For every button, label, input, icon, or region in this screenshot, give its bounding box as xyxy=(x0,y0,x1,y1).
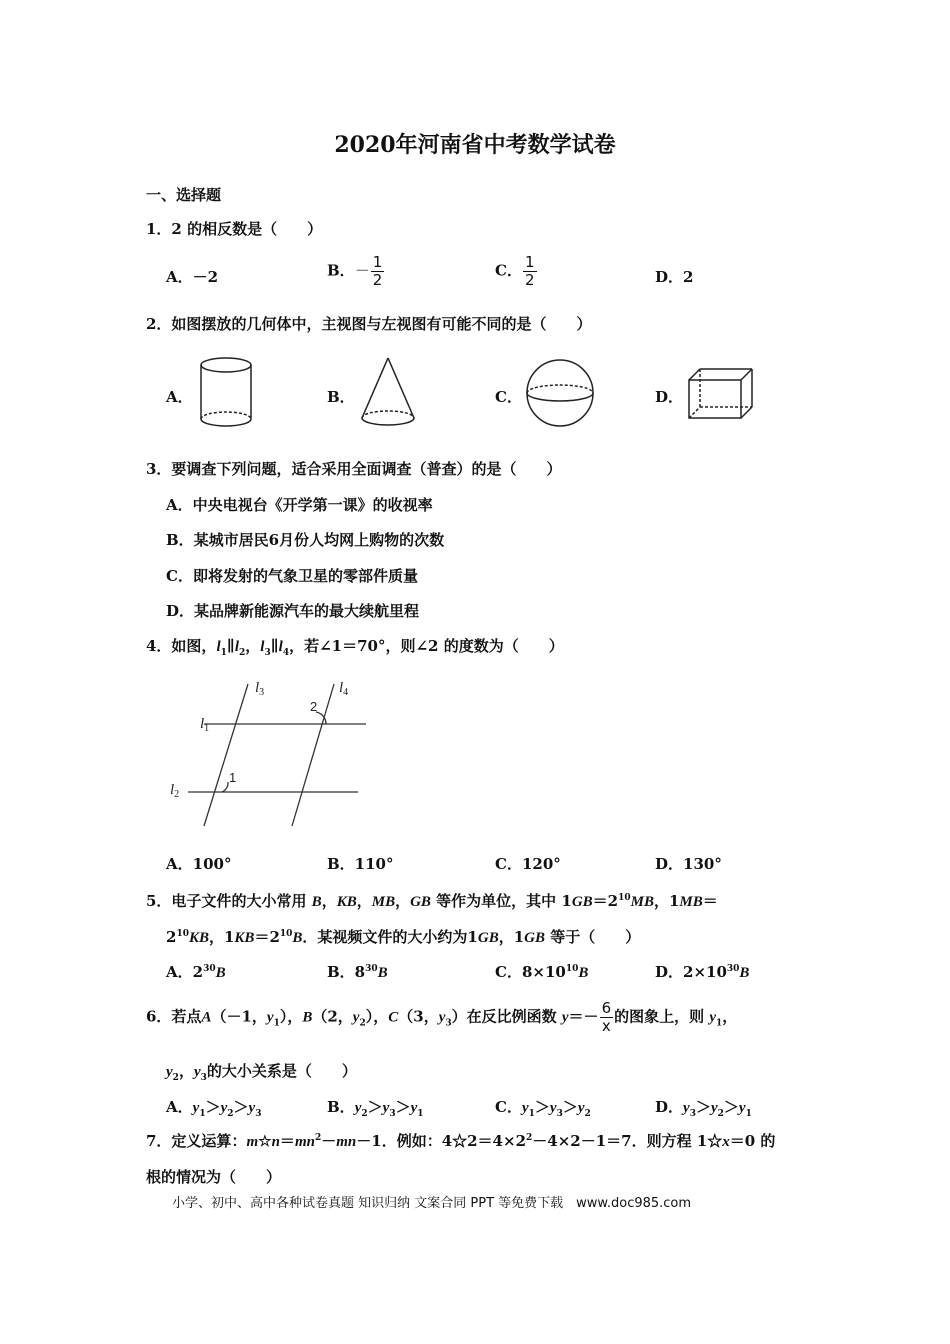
svg-text:2: 2 xyxy=(310,699,318,714)
svg-text:l4: $l_4$ xyxy=(339,680,349,698)
section-heading: 一、选择题 xyxy=(146,186,222,204)
footer-note: 小学、初中、高中各种试卷真题 知识归纳 文案合同 PPT 等免费下载 www.doc985.com xyxy=(172,1196,692,1211)
q1-option-a[interactable]: A．－2 xyxy=(166,268,219,286)
cone-icon xyxy=(356,354,420,432)
q4-option-a[interactable]: A．100° xyxy=(166,855,232,873)
svg-text:l1: $l_1$ xyxy=(200,716,210,734)
q2-option-c[interactable]: C． xyxy=(495,388,522,406)
q5-option-c[interactable]: C．$8\times 10^{10}B$ xyxy=(495,963,589,981)
sphere-icon xyxy=(524,357,596,429)
q6-option-b[interactable]: B．$y_2>y_3>y_1$ xyxy=(327,1098,424,1119)
question-5-stem-line1: 5．电子文件的大小常用 B，KB，MB，GB 等作为单位，其中 $1GB=2^{10}MB$，1MB＝ xyxy=(146,892,718,910)
parallel-lines-figure xyxy=(160,672,380,832)
q2-option-d[interactable]: D． xyxy=(655,388,684,406)
question-4-stem: 4．如图，$l_1\parallel l_2$，$l_3\parallel l_4$，若∠1＝70°，则∠2 的度数为（ ） xyxy=(146,637,564,658)
q6-option-a[interactable]: A．$y_1>y_2>y_3$ xyxy=(166,1098,262,1119)
q6-option-d[interactable]: D．$y_3>y_2>y_1$ xyxy=(655,1098,752,1119)
q2-option-a[interactable]: A． xyxy=(166,388,193,406)
q3-option-c[interactable]: C．即将发射的气象卫星的零部件质量 xyxy=(166,567,418,585)
q3-option-d[interactable]: D．某品牌新能源汽车的最大续航里程 xyxy=(166,602,420,620)
question-5-stem-line2: $2^{10}KB$，$1KB=2^{10}B$．某视频文件的大小约为1GB，1GB 等于（ ） xyxy=(166,928,641,946)
q1-option-c[interactable]: C． $\frac{1}{2}$ xyxy=(495,253,535,289)
q2-option-b[interactable]: B． xyxy=(327,388,355,406)
q5-option-a[interactable]: A．$2^{30}B$ xyxy=(166,963,226,981)
question-6-stem-line1: 6．若点A（－1，$y_1$），B（2，$y_2$），C（3，$y_3$）在反比例函数 y＝－ $\frac{6}{x}$ 的图象上，则 $y_1$， xyxy=(146,999,738,1035)
question-3-stem: 3．要调查下列问题，适合采用全面调查（普查）的是（ ） xyxy=(146,460,562,478)
q4-option-c[interactable]: C．120° xyxy=(495,855,561,873)
cylinder-icon xyxy=(196,356,256,432)
question-6-stem-line2: $y_2$，$y_3$的大小关系是（ ） xyxy=(166,1062,357,1083)
page-title: 2020年河南省中考数学试卷 xyxy=(334,132,616,158)
question-2-stem: 2．如图摆放的几何体中，主视图与左视图有可能不同的是（ ） xyxy=(146,315,592,333)
q1-option-b[interactable]: B．－ $\frac{1}{2}$ xyxy=(327,253,383,289)
fraction: $\frac{1}{2}$ xyxy=(524,253,535,289)
q1-option-d[interactable]: D．2 xyxy=(655,268,694,286)
q6-option-c[interactable]: C．$y_1>y_3>y_2$ xyxy=(495,1098,591,1119)
q5-option-d[interactable]: D．$2\times 10^{30}B$ xyxy=(655,963,750,981)
fraction: $\frac{6}{x}$ xyxy=(601,999,612,1035)
svg-text:l3: $l_3$ xyxy=(255,680,265,698)
question-7-stem-line1: 7．定义运算：$m☆n=mn^2-mn-1$．例如：$4☆2=4\times 2^2-4\times 2-1=7$．则方程 1☆x＝0 的 xyxy=(146,1132,776,1150)
svg-text:l2: $l_2$ xyxy=(170,782,180,800)
q4-option-d[interactable]: D．130° xyxy=(655,855,722,873)
q3-option-b[interactable]: B．某城市居民6月份人均网上购物的次数 xyxy=(166,531,445,549)
fraction: $\frac{1}{2}$ xyxy=(372,253,383,289)
q3-option-a[interactable]: A．中央电视台《开学第一课》的收视率 xyxy=(166,496,433,514)
q5-option-b[interactable]: B．$8^{30}B$ xyxy=(327,963,388,981)
cuboid-icon xyxy=(686,366,756,424)
question-7-stem-line2: 根的情况为（ ） xyxy=(146,1168,282,1186)
svg-text:1: 1 xyxy=(229,770,237,785)
question-1-stem: 1．2 的相反数是（ ） xyxy=(146,220,323,238)
q4-option-b[interactable]: B．110° xyxy=(327,855,394,873)
